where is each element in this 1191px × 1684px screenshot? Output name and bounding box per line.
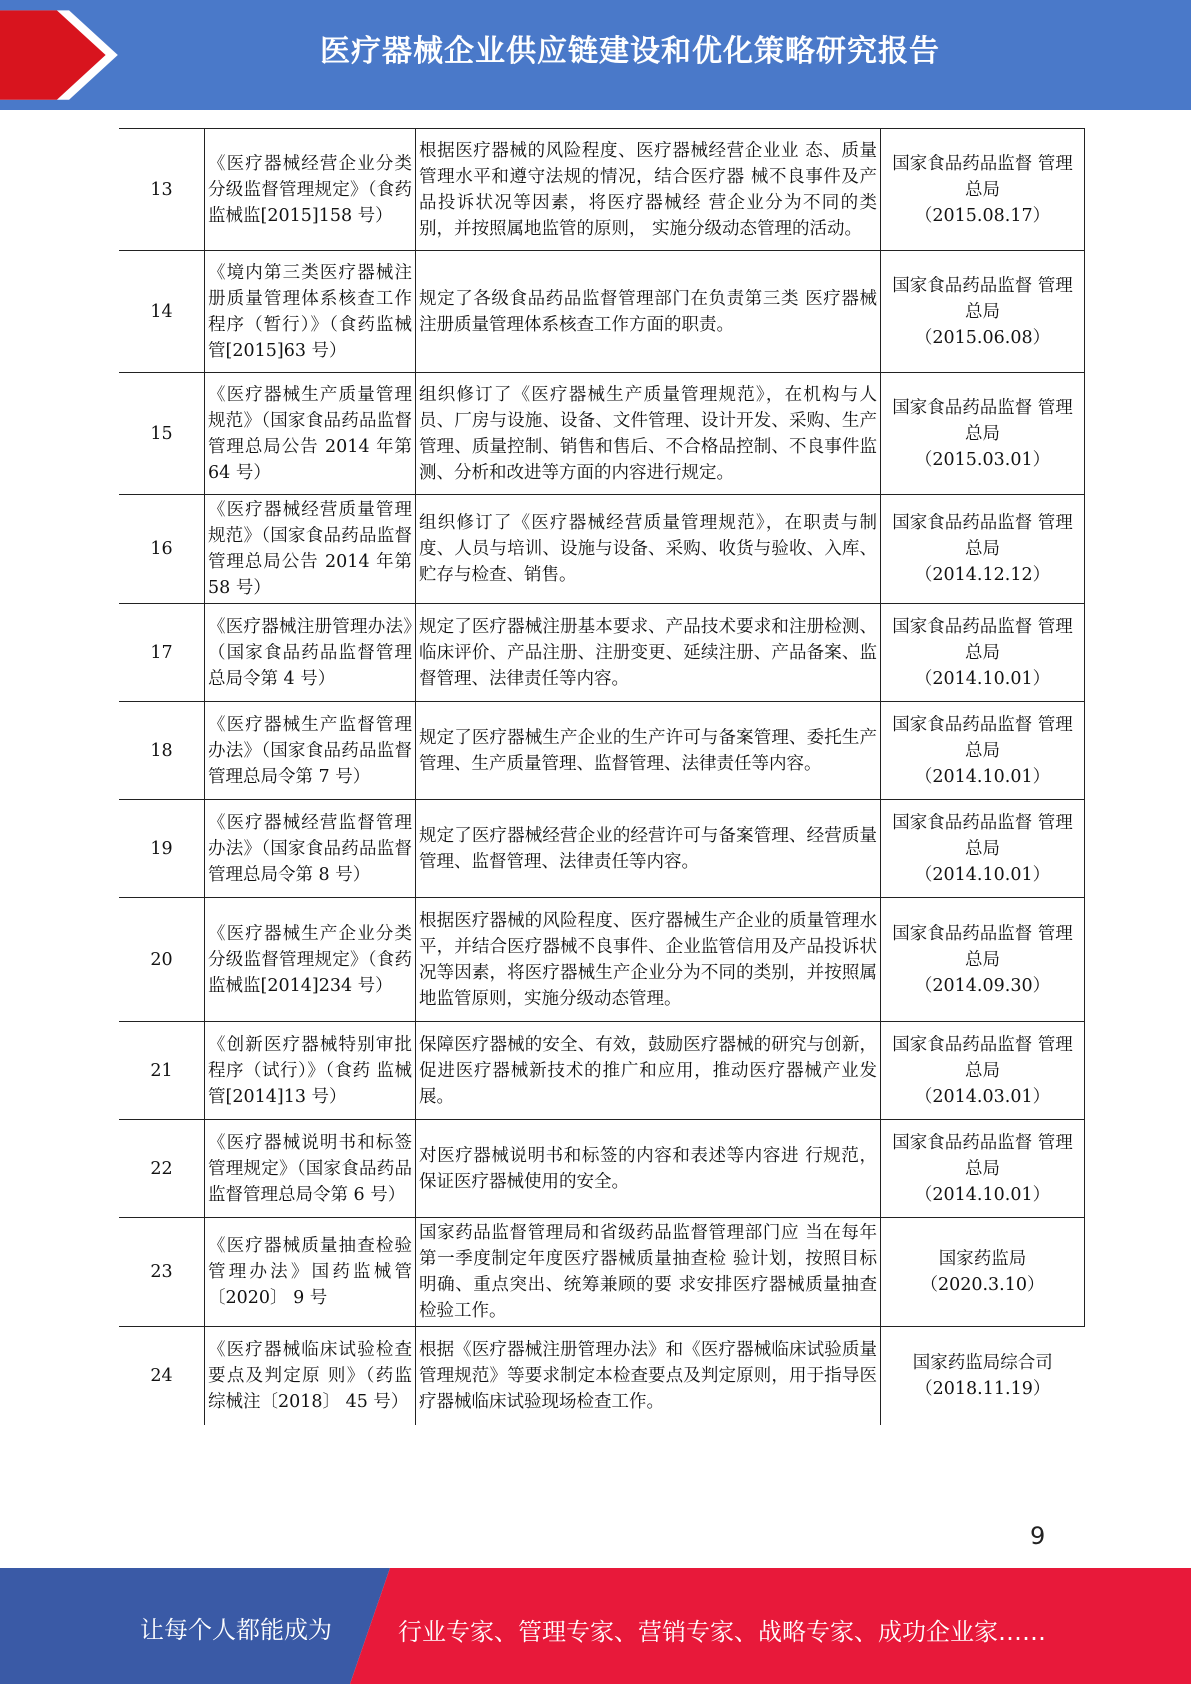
issuing-authority-cell	[881, 129, 1085, 251]
issuing-authority: 国家食品药品监督 管理总局	[892, 714, 1073, 761]
issue-date: （2014.10.01）	[914, 864, 1051, 885]
regulation-description: 根据《医疗器械注册管理办法》和《医疗器械临床试验质量管理规范》等要求制定本检查要点及判定原则，用于指导医疗器械临床试验现场检查工作。	[416, 1327, 881, 1425]
row-number: 17	[119, 604, 205, 702]
regulation-description: 国家药品监督管理局和省级药品监督管理部门应 当在每年第一季度制定年度医疗器械质量抽查检 验计划，按照目标明确、重点突出、统筹兼顾的要 求安排医疗器械质量抽查检验工作。	[416, 1218, 881, 1327]
regulation-name: 《医疗器械生产监督管理办法》（国家食品药品监督管理总局令第 7 号）	[205, 702, 416, 800]
issue-date: （2015.08.17）	[914, 205, 1051, 226]
regulation-name: 《医疗器械生产企业分类分级监督管理规定》（食药监械监[2014]234 号）	[205, 898, 416, 1022]
regulation-description: 保障医疗器械的安全、有效，鼓励医疗器械的研究与创新，促进医疗器械新技术的推广和应用，推动医疗器械产业发展。	[416, 1022, 881, 1120]
row-number: 21	[119, 1022, 205, 1120]
regulation-description: 规定了医疗器械生产企业的生产许可与备案管理、委托生产管理、生产质量管理、监督管理、法律责任等内容。	[416, 702, 881, 800]
table-row	[119, 604, 1085, 702]
regulation-name: 《医疗器械生产质量管理规范》（国家食品药品监督管理总局公告 2014 年第 64 号）	[205, 373, 416, 495]
table-row	[119, 1218, 1085, 1327]
row-number: 14	[119, 251, 205, 373]
regulation-name: 《医疗器械说明书和标签管理规定》（国家食品药品监督管理总局令第 6 号）	[205, 1120, 416, 1218]
issue-date: （2014.09.30）	[914, 975, 1051, 996]
footer-slogan-right: 行业专家、管理专家、营销专家、战略专家、成功企业家……	[398, 1618, 1046, 1646]
regulation-name: 《医疗器械临床试验检查要点及判定原 则》（药监综械注〔2018〕 45 号）	[205, 1327, 416, 1425]
issuing-authority: 国家食品药品监督 管理总局	[892, 397, 1073, 444]
table-row	[119, 800, 1085, 898]
table-row	[119, 373, 1085, 495]
regulation-name: 《医疗器械注册管理办法》（国家食品药品监督管理总局令第 4 号）	[205, 604, 416, 702]
row-number: 15	[119, 373, 205, 495]
regulation-description: 根据医疗器械的风险程度、医疗器械生产企业的质量管理水平，并结合医疗器械不良事件、企业监管信用及产品投诉状况等因素，将医疗器械生产企业分为不同的类别，并按照属地监管原则，实施分级动态管理。	[416, 898, 881, 1022]
table-row	[119, 251, 1085, 373]
issuing-authority: 国家食品药品监督 管理总局	[892, 513, 1073, 559]
issuing-authority: 国家药监局综合司	[912, 1352, 1053, 1373]
row-number: 24	[119, 1327, 205, 1425]
issue-date: （2018.11.19）	[915, 1378, 1051, 1399]
issuing-authority-cell	[881, 800, 1085, 898]
row-number: 16	[119, 495, 205, 604]
issue-date: （2020.3.10）	[920, 1275, 1045, 1295]
issue-date: （2014.03.01）	[914, 1086, 1051, 1107]
issuing-authority-cell	[881, 604, 1085, 702]
regulation-name: 《医疗器械经营企业分类分级监督管理规定》（食药监械监[2015]158 号）	[205, 129, 416, 251]
issuing-authority-cell	[881, 1327, 1085, 1425]
issuing-authority: 国家食品药品监督 管理总局	[892, 275, 1073, 322]
regulations-table	[119, 128, 1085, 1425]
row-number: 23	[119, 1218, 205, 1327]
regulation-description: 组织修订了《医疗器械经营质量管理规范》，在职责与制度、人员与培训、设施与设备、采购、收货与验收、入库、贮存与检查、销售。	[416, 495, 881, 604]
issuing-authority: 国家食品药品监督 管理总局	[892, 1132, 1073, 1179]
row-number: 19	[119, 800, 205, 898]
row-number: 13	[119, 129, 205, 251]
issuing-authority-cell	[881, 1120, 1085, 1218]
issue-date: （2015.03.01）	[914, 449, 1051, 470]
row-number: 22	[119, 1120, 205, 1218]
row-number: 20	[119, 898, 205, 1022]
regulation-description: 组织修订了《医疗器械生产质量管理规范》，在机构与人员、厂房与设施、设备、文件管理、设计开发、采购、生产管理、质量控制、销售和售后、不合格品控制、不良事件监测、分析和改进等方面的内容进行规定。	[416, 373, 881, 495]
issuing-authority-cell	[881, 373, 1085, 495]
regulation-description: 根据医疗器械的风险程度、医疗器械经营企业业 态、质量管理水平和遵守法规的情况，结合医疗器 械不良事件及产品投诉状况等因素，将医疗器械经 营企业分为不同的类别，并按照属地监管的原则， 实施分级动态管理的活动。	[416, 129, 881, 251]
issue-date: （2015.06.08）	[914, 327, 1051, 348]
table-row	[119, 702, 1085, 800]
issuing-authority: 国家食品药品监督 管理总局	[892, 1034, 1073, 1081]
table-row	[119, 129, 1085, 251]
row-number: 18	[119, 702, 205, 800]
issue-date: （2014.12.12）	[914, 565, 1051, 585]
table-row	[119, 1022, 1085, 1120]
regulation-description: 规定了医疗器械注册基本要求、产品技术要求和注册检测、临床评价、产品注册、注册变更、延续注册、产品备案、监督管理、法律责任等内容。	[416, 604, 881, 702]
issuing-authority: 国家食品药品监督 管理总局	[892, 923, 1073, 970]
regulation-name: 《医疗器械质量抽查检验管理办法》国药监械管〔2020〕 9 号	[205, 1218, 416, 1327]
issuing-authority-cell	[881, 1218, 1085, 1327]
regulation-name: 《境内第三类医疗器械注册质量管理体系核查工作程序（暂行）》（食药监械管[2015]63 号）	[205, 251, 416, 373]
issuing-authority: 国家药监局	[938, 1249, 1027, 1269]
issue-date: （2014.10.01）	[914, 1184, 1051, 1205]
regulation-description: 对医疗器械说明书和标签的内容和表述等内容进 行规范，保证医疗器械使用的安全。	[416, 1120, 881, 1218]
regulation-name: 《创新医疗器械特别审批程序（试行）》（食药 监械管[2014]13 号）	[205, 1022, 416, 1120]
issuing-authority-cell	[881, 495, 1085, 604]
issue-date: （2014.10.01）	[914, 668, 1051, 689]
regulation-name: 《医疗器械经营质量管理规范》（国家食品药品监督管理总局公告 2014 年第 58 号）	[205, 495, 416, 604]
issuing-authority: 国家食品药品监督 管理总局	[892, 153, 1073, 200]
regulation-description: 规定了医疗器械经营企业的经营许可与备案管理、经营质量管理、监督管理、法律责任等内容。	[416, 800, 881, 898]
table-row	[119, 1120, 1085, 1218]
issuing-authority: 国家食品药品监督 管理总局	[892, 812, 1073, 859]
page-header	[0, 0, 1191, 110]
regulation-name: 《医疗器械经营监督管理办法》（国家食品药品监督管理总局令第 8 号）	[205, 800, 416, 898]
issuing-authority-cell	[881, 1022, 1085, 1120]
table-row	[119, 1327, 1085, 1425]
issuing-authority: 国家食品药品监督 管理总局	[892, 616, 1073, 663]
issuing-authority-cell	[881, 898, 1085, 1022]
page-footer	[0, 1568, 1191, 1684]
table-row	[119, 495, 1085, 604]
table-row	[119, 898, 1085, 1022]
issuing-authority-cell	[881, 702, 1085, 800]
page-number: 9	[1030, 1522, 1046, 1550]
issuing-authority-cell	[881, 251, 1085, 373]
issue-date: （2014.10.01）	[914, 766, 1051, 787]
header-arrow-decoration	[0, 0, 130, 110]
footer-slogan-left: 让每个人都能成为	[140, 1616, 332, 1644]
report-title: 医疗器械企业供应链建设和优化策略研究报告	[320, 34, 940, 69]
regulation-description: 规定了各级食品药品监督管理部门在负责第三类 医疗器械注册质量管理体系核查工作方面的职责。	[416, 251, 881, 373]
